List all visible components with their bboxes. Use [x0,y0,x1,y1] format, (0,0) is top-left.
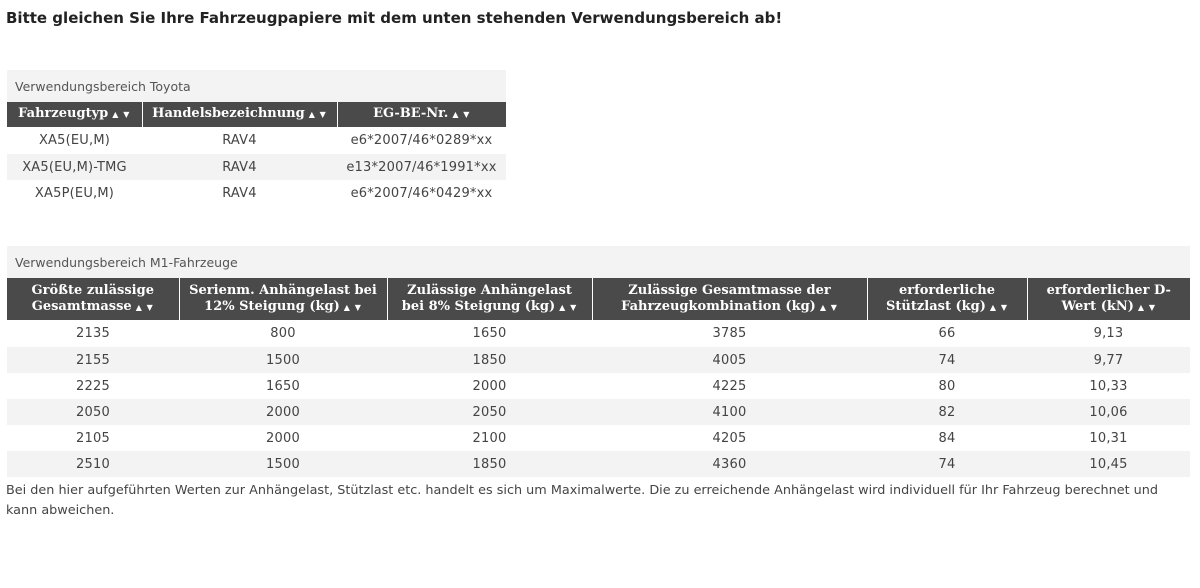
column-header-line: Zulässige Gesamtmasse der [628,282,831,298]
table-cell: 4005 [592,347,867,373]
table-cell: 2225 [76,378,110,394]
column-header-zul-anhaengelast[interactable] [387,278,592,320]
table-cell: 4225 [712,378,747,394]
table-row [7,154,506,180]
table-cell: 74 [867,347,1027,373]
column-header-serien-anhaengelast[interactable] [179,278,387,320]
table-row [7,320,1190,347]
column-header-line: bei 8% Steigung (kg) [401,298,556,314]
table-cell: 10,31 [1089,430,1128,446]
table-cell: 1650 [266,378,300,394]
table-cell: e6*2007/46*0429*xx [350,186,493,201]
table-cell: 1850 [387,451,592,477]
toyota-table-block [7,70,506,207]
table-cell: 74 [867,451,1027,477]
sort-arrows-icon[interactable]: ▲ ▼ [308,110,327,119]
table-cell: 2000 [179,399,387,425]
table-cell: 9,13 [1093,326,1124,341]
table-row [7,347,1190,373]
column-header-label: Handelsbezeichnung [152,106,305,121]
column-header-stuetzlast[interactable] [867,278,1027,320]
table-cell: 80 [938,378,956,394]
table-cell: 2105 [76,430,110,446]
m1-table-caption: Verwendungsbereich M1-Fahrzeuge [7,246,1190,278]
table-cell: 10,33 [1089,378,1128,394]
table-cell: 10,06 [1027,399,1190,425]
table-cell: e6*2007/46*0289*xx [350,133,493,148]
sort-arrows-icon[interactable]: ▲ ▼ [112,110,131,119]
column-header-label: EG-BE-Nr. [373,106,449,121]
table-row [7,127,506,154]
table-row [7,451,1190,477]
column-header-line: 12% Steigung (kg) [204,298,340,314]
toyota-table [7,102,506,207]
table-cell: XA5(EU,M) [38,133,111,148]
table-cell: 1500 [179,451,387,477]
table-cell: 82 [867,399,1027,425]
m1-table-block [7,246,1190,477]
sort-arrows-icon[interactable]: ▲ ▼ [989,302,1008,312]
table-cell: 4360 [592,451,867,477]
column-header-d-wert[interactable] [1027,278,1190,320]
table-cell: 66 [938,326,956,341]
table-cell: 2050 [7,399,179,425]
column-header-line: Serienm. Anhängelast bei [189,282,377,298]
sort-arrows-icon[interactable]: ▲ ▼ [452,110,471,119]
table-row [7,399,1190,425]
table-cell: 2000 [266,430,300,446]
column-header-line: Zulässige Anhängelast [407,282,572,298]
column-header-line: Gesamtmasse [31,298,132,314]
sort-arrows-icon[interactable]: ▲ ▼ [819,302,838,312]
table-cell: 4205 [712,430,747,446]
column-header-line: Fahrzeugkombination (kg) [621,298,816,314]
table-row [7,180,506,207]
column-header-fahrzeugtyp[interactable] [7,102,142,127]
table-cell: RAV4 [222,133,257,148]
table-cell: 2135 [76,326,110,341]
m1-table [7,278,1190,477]
table-row [7,373,1190,399]
table-cell: 2050 [387,399,592,425]
sort-arrows-icon[interactable]: ▲ ▼ [1137,302,1156,312]
table-cell: 800 [270,326,296,341]
column-header-gesamtmasse[interactable] [7,278,179,320]
column-header-handelsbezeichnung[interactable] [142,102,337,127]
column-header-label: Fahrzeugtyp [18,106,109,121]
sort-arrows-icon[interactable]: ▲ ▼ [343,302,362,312]
table-cell: 84 [938,430,956,446]
table-cell: RAV4 [222,186,257,201]
table-cell: 2100 [472,430,507,446]
table-cell: e13*2007/46*1991*xx [337,154,506,180]
column-header-line: erforderlicher D- [1046,282,1171,298]
column-header-line: Wert (kN) [1061,298,1134,314]
sort-arrows-icon[interactable]: ▲ ▼ [559,302,578,312]
footnote: Bei den hier aufgeführten Werten zur Anhängelast, Stützlast etc. handelt es sich um Maximalwerte. Die zu erreichende Anhängelast wird individuell für Ihr Fahrzeug berechnet und kann abweichen. [6,483,1159,518]
table-cell: 1500 [179,347,387,373]
table-cell: 3785 [712,326,747,341]
toyota-table-caption: Verwendungsbereich Toyota [7,70,506,102]
table-cell: 2000 [472,378,507,394]
table-cell: 1850 [387,347,592,373]
table-cell: 2155 [7,347,179,373]
table-cell: 10,45 [1027,451,1190,477]
column-header-eg-be-nr[interactable] [337,102,506,127]
column-header-line: Stützlast (kg) [886,298,986,314]
table-cell: RAV4 [142,154,337,180]
sort-arrows-icon[interactable]: ▲ ▼ [135,302,154,312]
table-cell: 1650 [472,326,507,341]
table-cell: 9,77 [1027,347,1190,373]
table-cell: XA5(EU,M)-TMG [7,154,142,180]
table-cell: XA5P(EU,M) [34,186,115,201]
table-cell: 2510 [7,451,179,477]
column-header-line: Größte zulässige [31,282,154,298]
table-row [7,425,1190,451]
table-cell: 4100 [592,399,867,425]
column-header-line: erforderliche [899,282,995,298]
page-title: Bitte gleichen Sie Ihre Fahrzeugpapiere mit dem unten stehenden Verwendungsbereich ab! [6,9,783,27]
column-header-zul-gesamtmasse-kombination[interactable] [592,278,867,320]
